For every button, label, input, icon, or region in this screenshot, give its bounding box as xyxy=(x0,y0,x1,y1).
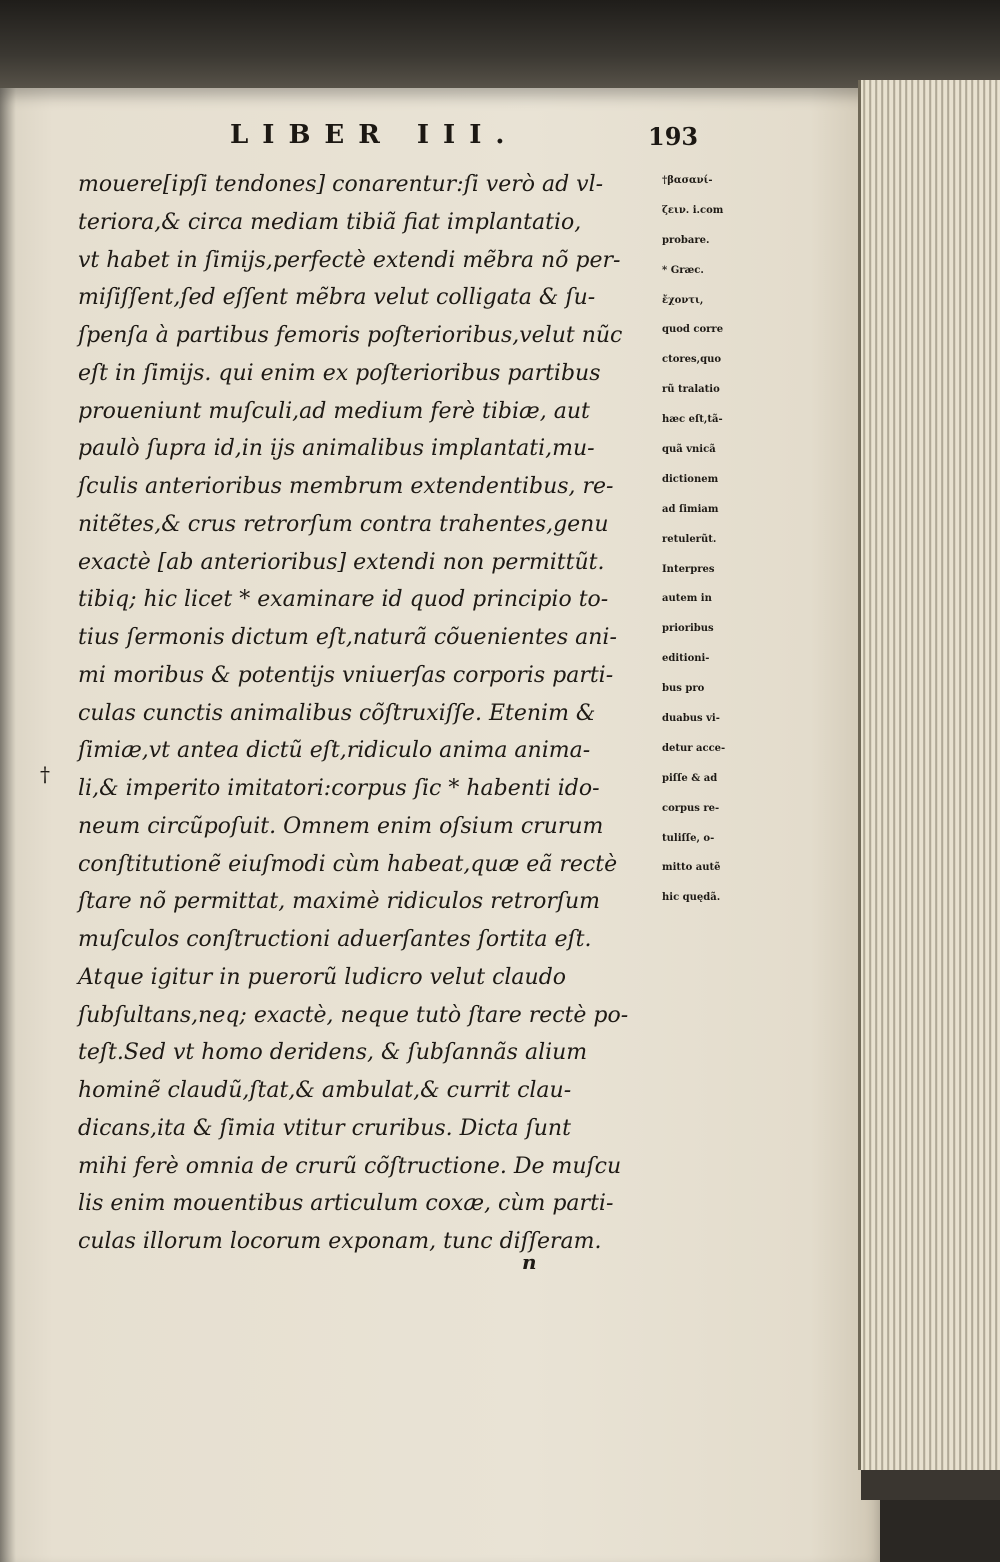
margin-note-line: Interpres xyxy=(662,563,715,575)
margin-note-line: mitto autẽ xyxy=(662,862,721,874)
margin-note-line: hic quędã. xyxy=(662,892,721,904)
margin-mark: † xyxy=(40,762,50,786)
margin-note-line: hæc eſt,tã- xyxy=(662,414,723,426)
text-line: teſt.Sed vt homo deridens, & ſubſannãs alium xyxy=(78,1040,588,1066)
text-line: vt habet in ſimijs,perfectè extendi mẽbra nõ per- xyxy=(78,247,621,273)
text-line: li,& imperito imitatori:corpus ſic * habenti ido- xyxy=(78,776,600,801)
text-line: ſtare nõ permittat, maximè ridiculos retrorſum xyxy=(78,889,601,915)
margin-note-line: * Græc. xyxy=(662,264,704,276)
text-line: ſubſultans,neq; exactè, neque tutò ſtare rectè po- xyxy=(78,1002,629,1028)
margin-note-line: prioribus xyxy=(662,623,714,635)
text-line: hominẽ claudũ,ſtat,& ambulat,& currit clau- xyxy=(78,1078,572,1103)
text-line: tius ſermonis dictum eſt,naturã cõuenientes ani- xyxy=(78,625,617,650)
main-text-column xyxy=(78,166,660,1261)
text-line: muſculos conſtructioni aduerſantes ſortita eſt. xyxy=(78,927,592,952)
text-line: nitẽtes,& crus retrorſum contra trahentes,genu xyxy=(78,511,609,537)
catchword: n xyxy=(522,1250,537,1274)
margin-note-line: ζειν. i.com xyxy=(662,204,724,216)
text-line: exactè [ab anterioribus] extendi non permittũt. xyxy=(78,549,605,575)
margin-note-line: bus pro xyxy=(662,683,705,695)
book-top-edge xyxy=(0,0,1000,92)
text-line: lis enim mouentibus articulum coxæ, cùm parti- xyxy=(78,1191,614,1217)
text-line: mihi ferè omnia de crurũ cõſtructione. De muſcu xyxy=(78,1153,622,1179)
margin-note-line: dictionem xyxy=(662,473,719,485)
margin-notes-column xyxy=(662,166,792,913)
spine-shadow xyxy=(0,88,16,1562)
text-line: paulò ſupra id,in ijs animalibus implantati,mu- xyxy=(78,436,595,462)
page-edges xyxy=(858,80,1000,1470)
margin-note-line: duabus vi- xyxy=(662,713,720,725)
running-head: LIBER III. xyxy=(230,120,519,150)
margin-note-line: rũ tralatio xyxy=(662,384,720,396)
text-line: ſculis anterioribus membrum extendentibus, re- xyxy=(78,474,614,499)
margin-note-line: autem in xyxy=(662,593,712,605)
text-line: culas illorum locorum exponam, tunc diſſeram. xyxy=(78,1229,602,1254)
text-line: mi moribus & potentijs vniuerſas corporis parti- xyxy=(78,662,614,688)
margin-note-line: piſſe & ad xyxy=(662,772,718,784)
text-line: teriora,& circa mediam tibiã fiat implantatio, xyxy=(78,209,582,235)
margin-note-line: quod corre xyxy=(662,324,724,336)
text-line: culas cunctis animalibus cõſtruxiſſe. Etenim & xyxy=(78,700,596,726)
text-line: neum circũpoſuit. Omnem enim oſsium crurum xyxy=(78,813,604,839)
text-line: eſt in ſimijs. qui enim ex poſterioribus partibus xyxy=(78,360,601,386)
text-line: ſpenſa à partibus femoris poſterioribus,velut nũc xyxy=(78,323,623,348)
margin-note-line: †βασανί- xyxy=(662,175,713,186)
margin-note-line: ἔχοντι, xyxy=(662,294,704,306)
margin-note-line: tuliſſe, o- xyxy=(662,832,715,844)
margin-note-line: corpus re- xyxy=(662,802,720,814)
text-line: tibiq; hic licet * examinare id quod principio to- xyxy=(78,587,609,613)
margin-note-line: probare. xyxy=(662,234,710,246)
text-line: proueniunt muſculi,ad medium ferè tibiæ, aut xyxy=(78,398,590,424)
margin-note-line: ad ſimiam xyxy=(662,503,719,515)
text-line: conſtitutionẽ eiuſmodi cùm habeat,quæ eã rectè xyxy=(78,851,618,877)
text-line: dicans,ita & ſimia vtitur cruribus. Dicta ſunt xyxy=(78,1115,571,1141)
text-line: miſiſſent,ſed eſſent mẽbra velut colligata & ſu- xyxy=(78,285,596,311)
margin-note-line: editioni- xyxy=(662,653,710,665)
page-number: 193 xyxy=(648,122,699,151)
text-line: ſimiæ,vt antea dictũ eſt,ridiculo anima anima- xyxy=(78,738,591,764)
margin-note-line: detur acce- xyxy=(662,742,726,754)
margin-note-line: retulerũt. xyxy=(662,533,717,545)
text-line: Atque igitur in puerorũ ludicro velut claudo xyxy=(78,964,567,990)
margin-note-line: ctores,quo xyxy=(662,354,722,366)
margin-note-line: quã vnicã xyxy=(662,444,716,456)
text-line: mouere[ipſi tendones] conarentur:ſi verò ad vl- xyxy=(78,172,604,197)
